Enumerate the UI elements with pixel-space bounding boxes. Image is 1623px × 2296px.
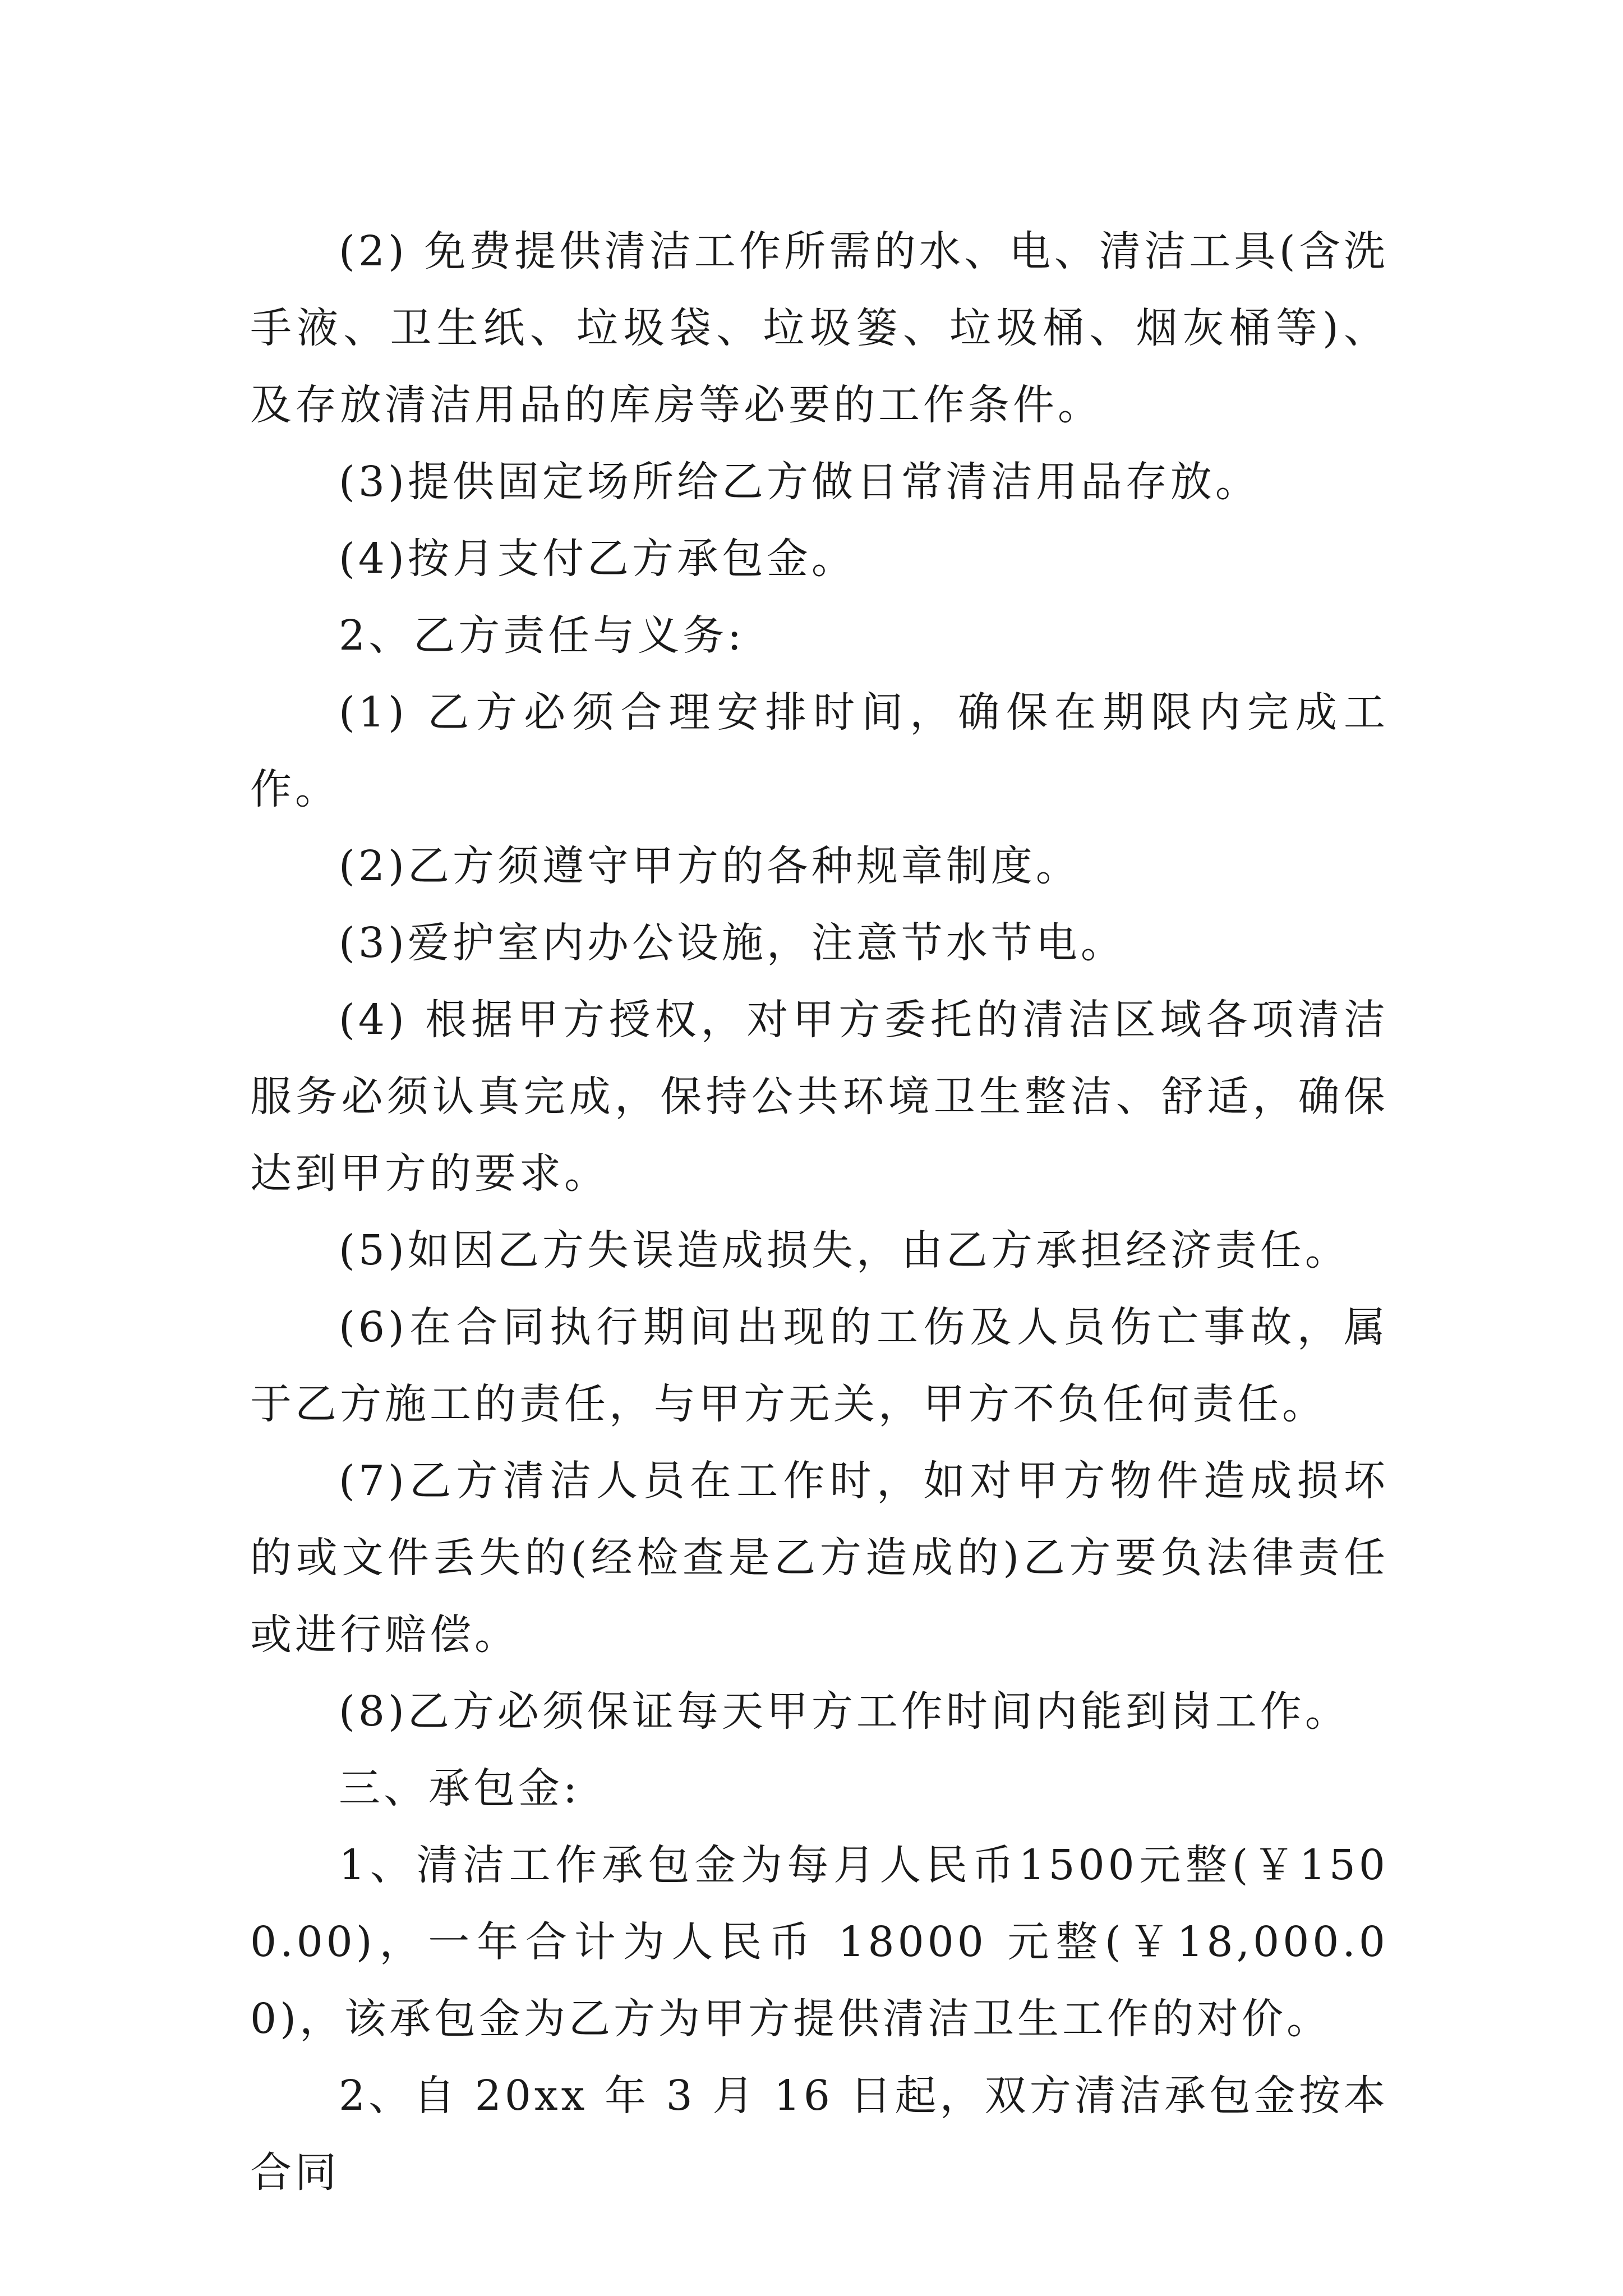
paragraph-party-a-3: (3)提供固定场所给乙方做日常清洁用品存放。 (339, 458, 1260, 506)
paragraph-party-b-7: (7)乙方清洁人员在工作时，如对甲方物件造成损坏的或文件丢失的(经检查是乙方造成的)乙方要负法律责任或进行赔偿。 (250, 1457, 1389, 1659)
paragraph-party-b-1: (1) 乙方必须合理安排时间，确保在期限内完成工作。 (250, 688, 1389, 813)
section-heading-party-b: 2、乙方责任与义务: (339, 611, 745, 660)
document-body (250, 213, 1389, 2211)
paragraph-party-a-4: (4)按月支付乙方承包金。 (339, 535, 856, 583)
paragraph-fee-1: 1、清洁工作承包金为每月人民币1500元整(￥1500.00)，一年合计为人民币 18000 元整(￥18,000.00)，该承包金为乙方为甲方提供清洁卫生工作的对价。 (250, 1841, 1389, 2043)
paragraph-party-b-2: (2)乙方须遵守甲方的各种规章制度。 (339, 842, 1081, 890)
paragraph-fee-2: 2、自 20xx 年 3 月 16 日起，双方清洁承包金按本合同 (250, 2072, 1389, 2197)
paragraph-party-b-6: (6)在合同执行期间出现的工伤及人员伤亡事故，属于乙方施工的责任，与甲方无关，甲方不负任何责任。 (250, 1303, 1389, 1428)
paragraph-party-b-5: (5)如因乙方失误造成损失，由乙方承担经济责任。 (339, 1226, 1350, 1274)
section-heading-contract-fee: 三、承包金: (339, 1764, 580, 1812)
paragraph-party-a-2: (2) 免费提供清洁工作所需的水、电、清洁工具(含洗手液、卫生纸、垃圾袋、垃圾篓、垃圾桶、烟灰桶等)、及存放清洁用品的库房等必要的工作条件。 (250, 227, 1389, 429)
paragraph-party-b-4: (4) 根据甲方授权，对甲方委托的清洁区域各项清洁服务必须认真完成，保持公共环境卫生整洁、舒适，确保达到甲方的要求。 (250, 996, 1389, 1198)
paragraph-party-b-3: (3)爱护室内办公设施，注意节水节电。 (339, 919, 1126, 967)
paragraph-party-b-8: (8)乙方必须保证每天甲方工作时间内能到岗工作。 (339, 1687, 1350, 1736)
